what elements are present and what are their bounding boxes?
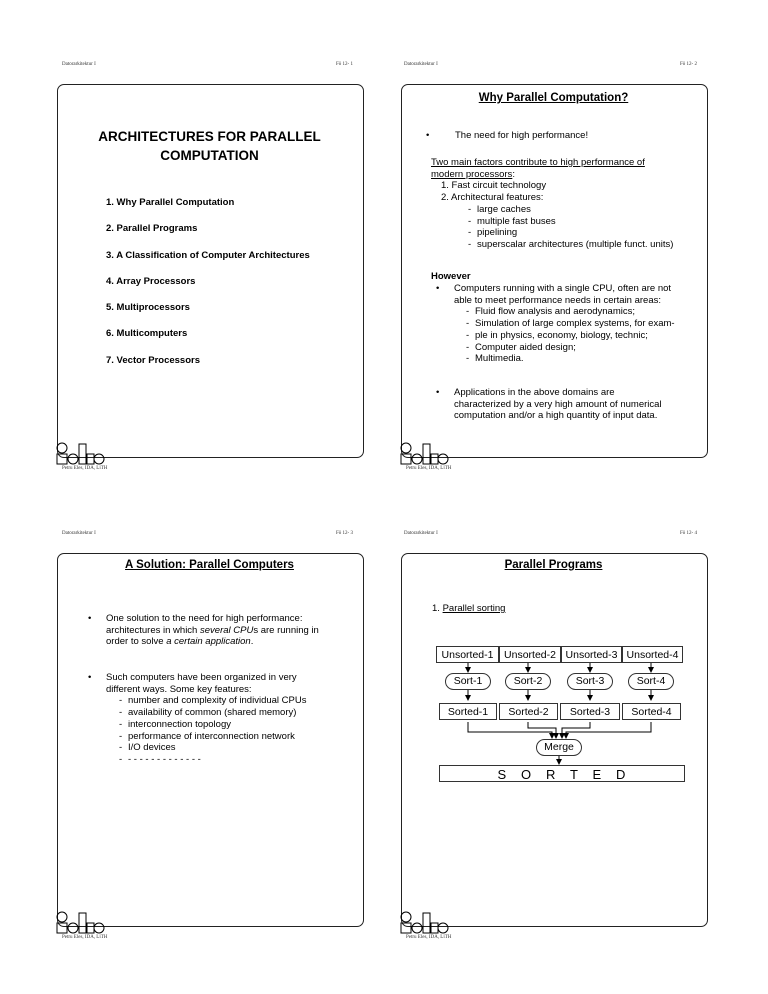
bullet-marker: • (436, 387, 440, 398)
sorted-box: Sorted-1 (439, 703, 497, 720)
list-item: - performance of interconnection network (119, 731, 306, 743)
text-line: One solution to the need for high performance: (106, 613, 303, 624)
bullet-marker: • (436, 283, 440, 294)
text-line: different ways. Some key features: (106, 683, 252, 695)
page-footer: Petru Eles, IDA, LiTH (406, 935, 452, 940)
page-footer: Petru Eles, IDA, LiTH (406, 466, 452, 471)
slide-2-title: Why Parallel Computation? (478, 92, 629, 104)
title-line-1: ARCHITECTURES FOR PARALLEL (98, 129, 321, 144)
toc-item: 7. Vector Processors (106, 354, 200, 366)
sort-node: Sort-1 (445, 673, 491, 690)
list-item: - pipelining (468, 227, 673, 239)
text-line: able to meet performance needs in certain areas: (454, 294, 662, 306)
sort-node: Sort-4 (628, 673, 674, 690)
list-item: - large caches (468, 204, 673, 216)
list-item: - Computer aided design; (466, 342, 675, 354)
slide-number: Fö 12- 3 (336, 531, 353, 536)
slide-3-title: A Solution: Parallel Computers (125, 559, 294, 571)
text-span: . (250, 636, 254, 648)
toc-item: 1. Why Parallel Computation (106, 197, 235, 208)
text-line: Such computers have been organized in very (106, 672, 297, 683)
toc-item: 2. Parallel Programs (106, 223, 198, 235)
sort-node: Sort-3 (567, 673, 613, 690)
toc-item: 6. Multicomputers (106, 328, 188, 340)
slide-number: Fö 12- 4 (680, 531, 697, 536)
text-span: order to solve (106, 636, 164, 648)
bullet-marker: • (88, 613, 92, 624)
emphasis: a certain application (166, 636, 251, 648)
list-item: - multiple fast buses (468, 216, 673, 228)
list-item: - availability of common (shared memory) (119, 707, 306, 719)
factor-item: 2. Architectural features: (441, 192, 544, 204)
factors-intro-line: Two main factors contribute to high performance of (431, 157, 645, 168)
page-footer: Petru Eles, IDA, LiTH (62, 466, 108, 471)
list-item: - number and complexity of individual CPUs (119, 695, 306, 707)
merge-node: Merge (536, 739, 582, 756)
text-span: architectures in which (106, 624, 198, 636)
title-line-2: COMPUTATION (160, 148, 259, 163)
page-header-left: Datorarkitektur I (404, 531, 438, 536)
page-header-left: Datorarkitektur I (404, 62, 438, 67)
list-item-continuation: ple in physics, economy, biology, technic; (475, 329, 648, 341)
list-item: - Multimedia. (466, 353, 675, 365)
sorted-result-box: S O R T E D (439, 765, 685, 782)
list-item: - Fluid flow analysis and aerodynamics; (466, 306, 675, 318)
bullet-marker: • (426, 130, 430, 141)
unsorted-box: Unsorted-1 (436, 646, 499, 663)
however-heading: However (431, 271, 471, 282)
slide-number: Fö 12- 2 (680, 62, 697, 67)
toc-item: 5. Multiprocessors (106, 302, 190, 314)
slide-4-title: Parallel Programs (504, 559, 603, 571)
text-line: Computers running with a single CPU, often are not (454, 283, 672, 294)
unsorted-box: Unsorted-3 (561, 646, 622, 663)
sorted-box: Sorted-3 (560, 703, 620, 720)
bullet-marker: • (88, 672, 92, 683)
emphasis: several CPU (200, 624, 254, 636)
colon: : (512, 168, 515, 180)
list-item: - superscalar architectures (multiple funct. units) (468, 239, 673, 251)
subtitle-number: 1. (432, 603, 440, 614)
bullet-text: The need for high performance! (455, 130, 589, 141)
subtitle-text: Parallel sorting (442, 603, 506, 614)
list-item: - Simulation of large complex systems, for exam- (466, 318, 675, 330)
factors-intro-line: modern processors (431, 168, 513, 180)
university-logo-icon (399, 911, 451, 935)
list-item: - I/O devices (119, 742, 306, 754)
toc-item: 3. A Classification of Computer Architectures (106, 249, 310, 261)
text-line: characterized by a very high amount of numerical (454, 398, 662, 410)
text-line: Applications in the above domains are (454, 387, 615, 398)
page-header-left: Datorarkitektur I (62, 531, 96, 536)
list-item: - interconnection topology (119, 719, 306, 731)
list-item: - - - - - - - - - - - - - - (119, 754, 306, 766)
toc-item: 4. Array Processors (106, 275, 196, 287)
sorted-box: Sorted-2 (499, 703, 558, 720)
sort-node: Sort-2 (505, 673, 551, 690)
slide-number: Fö 12- 1 (336, 62, 353, 67)
text-span: s are running in (253, 624, 319, 636)
unsorted-box: Unsorted-2 (499, 646, 561, 663)
page-footer: Petru Eles, IDA, LiTH (62, 935, 108, 940)
sorted-box: Sorted-4 (622, 703, 681, 720)
factor-item: 1. Fast circuit technology (441, 180, 547, 192)
text-line: computation and/or a high quantity of input data. (454, 410, 658, 422)
unsorted-box: Unsorted-4 (622, 646, 683, 663)
page-header-left: Datorarkitektur I (62, 62, 96, 67)
